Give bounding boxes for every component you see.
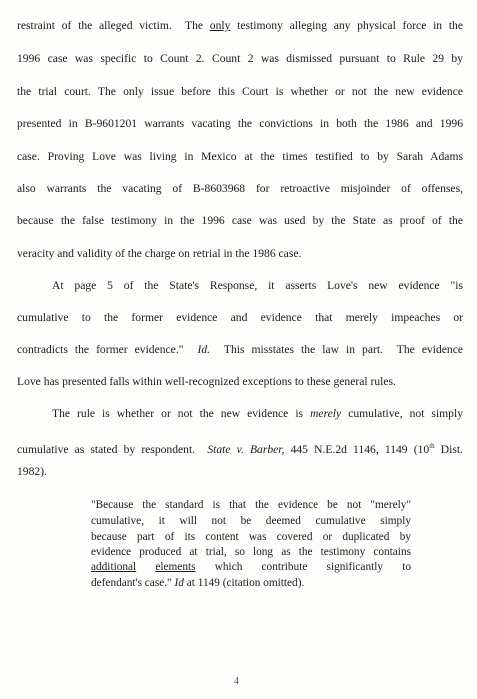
quote-line: evidence produced at trial, so long as the testimony contains (91, 546, 411, 558)
emphasis-underline: elements (155, 561, 196, 573)
text-line: cumulative as stated by respondent. State v. Barber, 445 N.E.2d 1146, 1149 (10th Dist. (17, 442, 463, 456)
text-line: cumulative to the former evidence and evidence that merely impeaches or (17, 311, 463, 324)
quote-line: defendant's case." Id at 1149 (citation omitted). (91, 577, 305, 589)
text-line: 1996 case was specific to Count 2. Count 2 was dismissed pursuant to Rule 29 by (17, 52, 463, 65)
case-citation: State v. Barber, (207, 442, 285, 456)
quote-line: cumulative, it will not be deemed cumulative simply (91, 515, 411, 527)
quote-line: because part of its content was covered or duplicated by (91, 531, 411, 543)
text-line: also warrants the vacating of B-8603968 for retroactive misjoinder of offenses, (17, 182, 463, 195)
page-number: 4 (234, 676, 239, 687)
quote-line: "Because the standard is that the evidence be not "merely" (91, 499, 411, 511)
emphasis-underline: only (209, 19, 231, 32)
text-line: 1982). (17, 465, 47, 478)
text-line: case. Proving Love was living in Mexico at the times testified to by Sarah Adams (17, 150, 463, 163)
text-line: presented in B-9601201 warrants vacating the convictions in both the 1986 and 1996 (17, 117, 463, 130)
emphasis-underline: additional (91, 561, 137, 573)
citation-id: Id (174, 577, 184, 589)
text-line: veracity and validity of the charge on retrial in the 1986 case. (17, 247, 302, 260)
text-line: contradicts the former evidence." Id. This misstates the law in part. The evidence (17, 343, 464, 356)
text-line: because the false testimony in the 1996 case was used by the State as proof of the (17, 214, 463, 227)
quote-line: additional elements which contribute significantly to (91, 561, 411, 573)
text-line: At page 5 of the State's Response, it asserts Love's new evidence "is (52, 279, 463, 292)
text-line: The rule is whether or not the new evidence is merely cumulative, not simply (52, 407, 463, 420)
text-line: restraint of the alleged victim. The only testimony alleging any physical force in the (17, 19, 463, 32)
emphasis-italic: merely (310, 407, 342, 420)
text-line: Love has presented falls within well-recognized exceptions to these general rules. (17, 375, 396, 388)
superscript: th (429, 442, 435, 450)
citation-id: Id. (197, 343, 211, 356)
text-line: the trial court. The only issue before this Court is whether or not the new evidence (17, 85, 463, 98)
